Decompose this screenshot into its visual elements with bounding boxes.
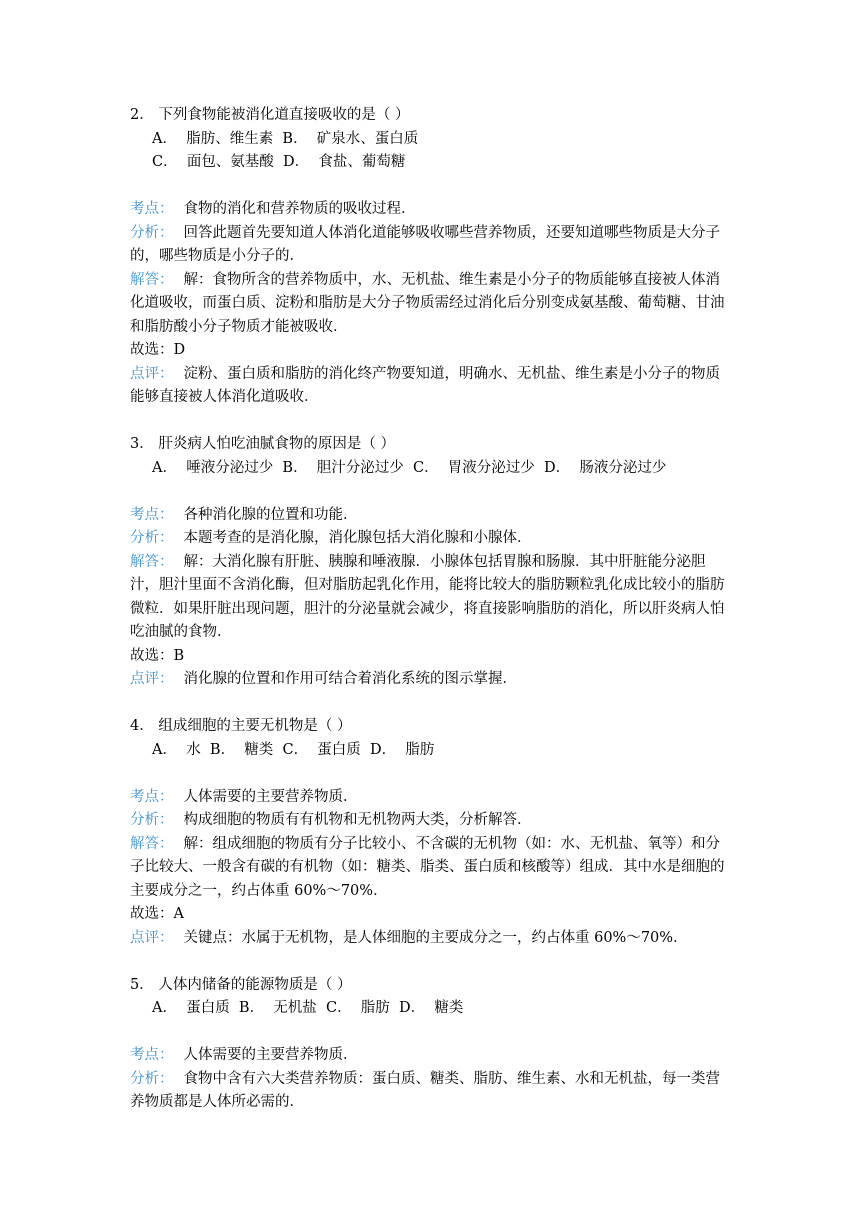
kaodian-text: 人体需要的主要营养物质． [183,1047,358,1063]
kaodian-label: 考点： [130,1047,174,1063]
fenxi-label: 分析： [130,224,174,241]
kaodian-label: 考点： [130,788,174,805]
dianping-text: 消化腺的位置和作用可结合着消化系统的图示掌握． [183,671,517,687]
kaodian-label: 考点： [130,506,174,523]
kaodian-line [130,504,730,528]
jieda-line [130,551,730,645]
kaodian-line [130,786,730,810]
question-title: 5． 人体内储备的能源物质是（ ） [130,976,352,993]
question-options: A． 蛋白质 B． 无机盐 C． 脂肪 D． 糖类 [152,1000,464,1016]
fenxi-text: 本题考查的是消化腺，消化腺包括大消化腺和小腺体． [183,530,532,546]
question-options: A． 唾液分泌过少 B． 胆汁分泌过少 C． 胃液分泌过少 D． 肠液分泌过少 [152,459,667,476]
dianping-line [130,668,730,692]
jieda-label: 解答： [130,271,174,288]
kaodian-label: 考点： [130,201,174,217]
dianping-text: 淀粉、蛋白质和脂肪的消化终产物要知道，明确水、无机盐、维生素是小分子的物质能够直接被人体消化道吸收． [130,365,720,405]
dianping-text: 关键点：水属于无机物，是人体细胞的主要成分之一，约占体重 60%～70%． [183,929,688,946]
question-title: 4． 组成细胞的主要无机物是（ ） [130,718,352,734]
answer-line: 故选：D [130,342,186,358]
jieda-text: 解：组成细胞的物质有分子比较小、不含碳的无机物（如：水、无机盐、氧等）和分子比较大、一般含有碳的有机物（如：糖类、脂类、蛋白质和核酸等）组成．其中水是细胞的主要成分之一，约占体重 60%～70%． [130,835,725,899]
dianping-line [130,363,730,410]
jieda-line [130,833,730,904]
jieda-text: 解：食物所含的营养物质中，水、无机盐、维生素是小分子的物质能够直接被人体消化道吸收，而蛋白质、淀粉和脂肪是大分子物质需经过消化后分别变成氨基酸、葡萄糖、甘油和脂肪酸小分子物质才能被吸收． [130,271,725,335]
jieda-label: 解答： [130,553,174,570]
dianping-label: 点评： [130,365,174,382]
kaodian-line [130,1044,730,1068]
fenxi-text: 食物中含有六大类营养物质：蛋白质、糖类、脂肪、维生素、水和无机盐，每一类营养物质都是人体所必需的． [130,1070,720,1110]
question-title: 2． 下列食物能被消化道直接吸收的是（ ） [130,107,410,123]
document-content [130,104,730,1115]
answer-line: 故选：A [130,906,184,922]
fenxi-line [130,222,730,269]
fenxi-label: 分析： [130,812,174,828]
kaodian-text: 食物的消化和营养物质的吸收过程． [183,201,416,217]
kaodian-text: 各种消化腺的位置和功能． [183,506,358,523]
question-2 [130,104,730,410]
dianping-line [130,927,730,951]
fenxi-line [130,1068,730,1115]
fenxi-line [130,809,730,833]
question-3 [130,433,730,692]
fenxi-label: 分析： [130,1070,174,1087]
jieda-text: 解：大消化腺有肝脏、胰腺和唾液腺．小腺体包括胃腺和肠腺．其中肝脏能分泌胆汁，胆汁里面不含消化酶，但对脂肪起乳化作用，能将比较大的脂肪颗粒乳化成比较小的脂肪微粒．如果肝脏出现问题，胆汁的分泌量就会减少，将直接影响脂肪的消化，所以肝炎病人怕吃油腻的食物． [130,553,725,640]
question-title: 3． 肝炎病人怕吃油腻食物的原因是（ ） [130,436,395,452]
question-options: A． 水 B． 糖类 C． 蛋白质 D． 脂肪 [152,741,435,758]
kaodian-line [130,198,730,222]
question-options: A． 脂肪、维生素 B． 矿泉水、蛋白质 [152,130,419,147]
answer-line: 故选：B [130,647,185,664]
fenxi-text: 构成细胞的物质有有机物和无机物两大类，分析解答． [183,812,532,828]
jieda-label: 解答： [130,835,174,852]
fenxi-text: 回答此题首先要知道人体消化道能够吸收哪些营养物质，还要知道哪些物质是大分子的，哪些物质是小分子的． [130,224,720,264]
fenxi-label: 分析： [130,530,174,546]
question-4 [130,715,730,950]
question-options: C． 面包、氨基酸 D． 食盐、葡萄糖 [152,154,406,170]
jieda-line [130,269,730,340]
dianping-label: 点评： [130,671,174,687]
kaodian-text: 人体需要的主要营养物质． [183,788,358,805]
question-5 [130,974,730,1115]
dianping-label: 点评： [130,929,174,946]
fenxi-line [130,527,730,551]
